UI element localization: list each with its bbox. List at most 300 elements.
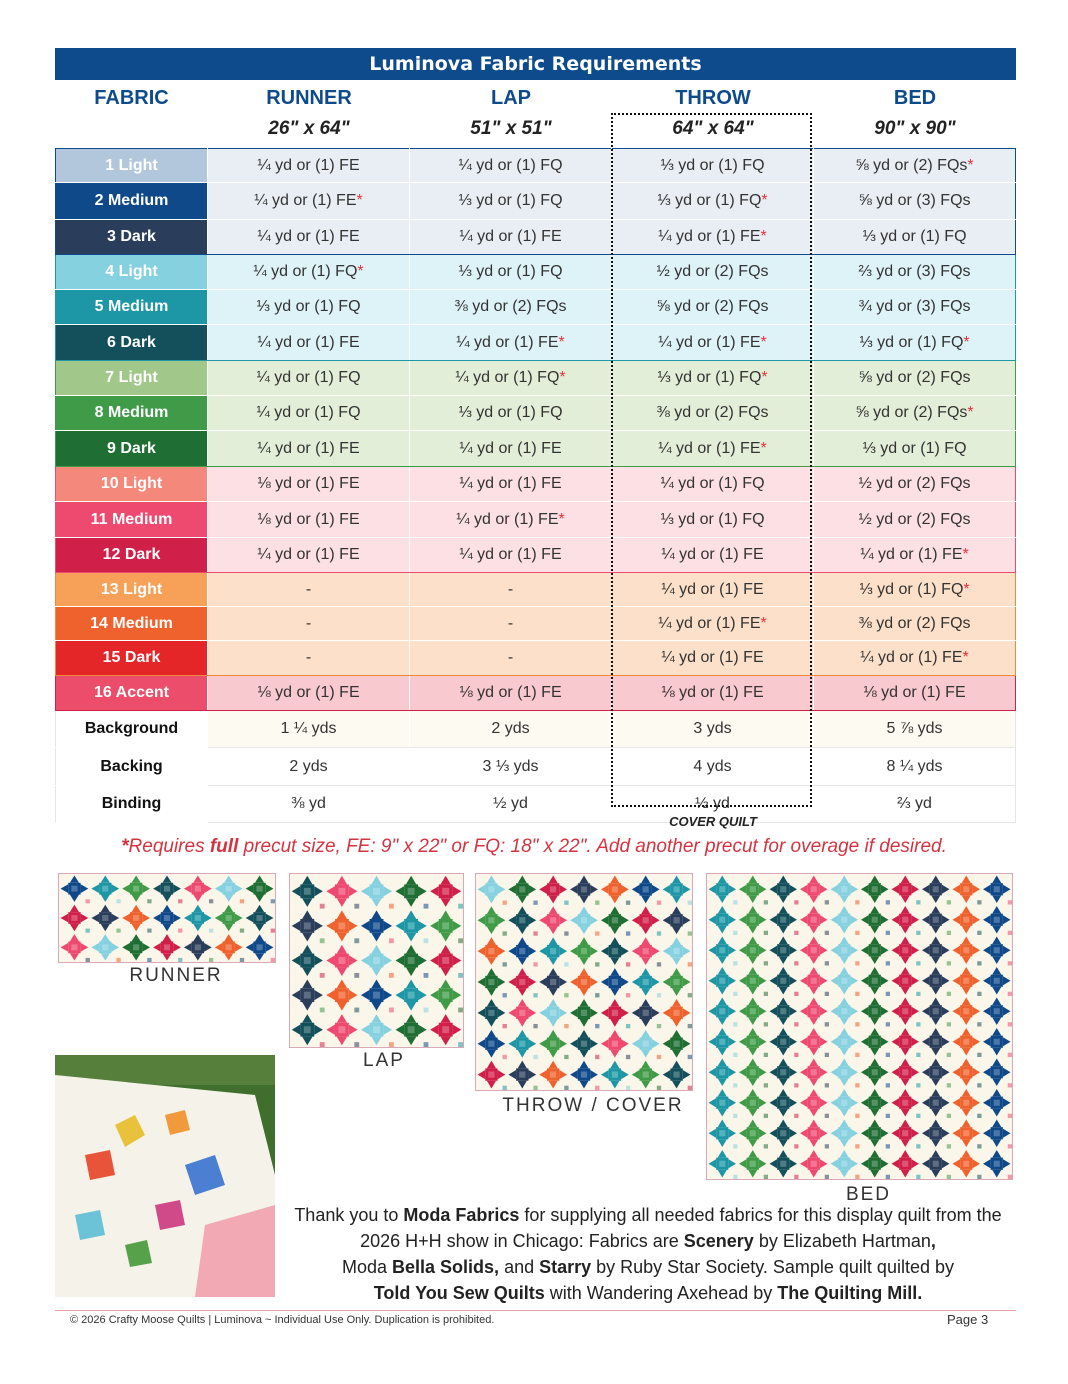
quilt-block (601, 876, 630, 905)
quilt-block (61, 905, 90, 933)
requirement-cell (410, 183, 612, 220)
column-name: FABRIC (94, 87, 169, 109)
requirement-text: ⅝ yd or (2) FQs (855, 404, 968, 421)
quilt-block (861, 1089, 890, 1118)
requirement-text: 4 yds (693, 757, 732, 775)
quilt-block (61, 934, 90, 962)
requirement-cell (410, 325, 612, 361)
full-precut-star: * (760, 614, 767, 632)
quilt-block (326, 945, 359, 978)
requirement-cell (814, 538, 1016, 573)
full-precut-star: * (967, 404, 974, 421)
note-pre: Requires (128, 836, 210, 857)
quilt-block (892, 876, 921, 905)
quilt-block (632, 999, 661, 1028)
requirement-text: ⅔ yd (897, 795, 932, 812)
quilt-block (478, 999, 507, 1028)
column-name: THROW (675, 87, 751, 109)
requirement-cell (814, 502, 1016, 538)
requirement-text: ½ yd or (2) FQs (858, 510, 971, 528)
requirement-cell (208, 711, 410, 748)
requirement-text: ⅓ yd or (1) FQ (458, 192, 563, 209)
quilt-block (709, 1089, 738, 1118)
quilt-block (292, 945, 325, 978)
requirement-text: ¼ yd or (1) FE (658, 614, 761, 632)
requirement-cell (208, 149, 410, 183)
quilt-block (922, 1150, 951, 1179)
quilt-block (922, 937, 951, 966)
quilt-block (215, 905, 244, 933)
fabric-label: 11 Medium (56, 502, 208, 538)
column-header-4 (814, 84, 1016, 148)
thanks-part: and (499, 1257, 540, 1277)
requirement-text: ¼ yd or (1) FE (257, 156, 360, 174)
quilt-block (770, 876, 799, 905)
quilt-block (770, 1150, 799, 1179)
quilt-block (709, 1120, 738, 1149)
full-precut-star: * (963, 333, 970, 351)
thank-you-text (280, 1202, 1016, 1306)
quilt-block (800, 1120, 829, 1149)
fabric-label: 6 Dark (56, 325, 208, 361)
quilt-block (953, 998, 982, 1027)
quilt-block (570, 999, 599, 1028)
runner-quilt-image (58, 873, 276, 963)
column-name: LAP (491, 87, 531, 109)
fabric-label: 4 Light (56, 255, 208, 290)
fabric-label: 10 Light (56, 467, 208, 502)
fabric-label: Binding (56, 786, 208, 823)
quilt-block (539, 906, 568, 935)
requirement-cell (814, 607, 1016, 641)
quilt-block (831, 1059, 860, 1088)
quilt-block (601, 1030, 630, 1059)
quilt-block (739, 937, 768, 966)
quilt-block (430, 980, 463, 1013)
column-size: 51" x 51" (470, 118, 552, 139)
table-row (56, 255, 1016, 290)
requirement-text: ½ yd or (2) FQs (858, 475, 971, 492)
fabric-label: Backing (56, 748, 208, 786)
requirement-text: ¾ yd or (3) FQs (858, 298, 971, 315)
quilt-block (739, 1150, 768, 1179)
quilt-block (861, 906, 890, 935)
requirement-text: ⅓ yd or (1) FQ (458, 263, 563, 280)
quilt-block (770, 1028, 799, 1057)
requirement-text: ½ yd or (2) FQs (656, 263, 769, 280)
precut-note (0, 836, 1068, 858)
quilt-block (478, 1030, 507, 1059)
quilt-block (709, 967, 738, 996)
table-row (56, 786, 1016, 823)
quilt-block (922, 906, 951, 935)
requirement-text: ⅛ yd or (1) FE (257, 475, 360, 492)
requirement-cell (410, 748, 612, 786)
quilt-block (430, 910, 463, 943)
quilt-block (430, 876, 463, 909)
requirement-cell (208, 290, 410, 325)
quilt-block (800, 906, 829, 935)
quilt-block (246, 905, 275, 933)
quilt-block (91, 875, 120, 903)
requirement-cell (410, 573, 612, 607)
quilt-block (663, 968, 692, 997)
requirement-text: - (507, 580, 514, 598)
quilt-block (953, 1150, 982, 1179)
full-precut-star: * (962, 649, 969, 666)
quilt-block (215, 875, 244, 903)
requirement-cell (208, 538, 410, 573)
quilt-block (953, 1089, 982, 1118)
requirement-cell (410, 676, 612, 711)
requirement-cell (208, 607, 410, 641)
requirement-cell (814, 149, 1016, 183)
quilt-block (246, 875, 275, 903)
quilt-block (184, 934, 213, 962)
quilt-block (570, 937, 599, 966)
requirement-text: ½ yd (695, 795, 730, 812)
quilt-block (478, 876, 507, 905)
footer-divider (55, 1310, 1016, 1311)
quilt-block (861, 1150, 890, 1179)
fabric-label: 1 Light (56, 149, 208, 183)
requirement-text: ¼ yd or (1) FE (257, 333, 360, 351)
fabric-label: 8 Medium (56, 396, 208, 431)
requirement-cell (208, 467, 410, 502)
quilt-block (539, 937, 568, 966)
quilt-block (739, 1059, 768, 1088)
note-post: precut size, FE: 9" x 22" or FQ: 18" x 22". Add another precut for overage if desired. (238, 836, 947, 857)
quilt-block (983, 906, 1012, 935)
quilt-block (953, 876, 982, 905)
lap-label: LAP (363, 1050, 405, 1071)
requirement-cell (208, 502, 410, 538)
quilt-block (632, 1030, 661, 1059)
full-precut-star: * (760, 439, 767, 457)
throw-label: THROW / COVER (502, 1095, 684, 1116)
requirement-text: ¼ yd or (1) FE (257, 439, 360, 457)
requirement-text: - (305, 580, 312, 598)
column-name: BED (893, 87, 937, 109)
quilt-block (983, 967, 1012, 996)
requirement-text: 1 ¼ yds (280, 720, 337, 737)
requirement-cell (814, 676, 1016, 711)
sample-quilt-photo (55, 1055, 275, 1297)
table-title: Luminova Fabric Requirements (55, 48, 1016, 80)
quilt-block (539, 968, 568, 997)
quilt-block (983, 937, 1012, 966)
quilt-block (508, 906, 537, 935)
quilt-block (292, 876, 325, 909)
quilt-block (983, 1089, 1012, 1118)
requirement-text: ¼ yd or (1) FQ (256, 369, 361, 386)
thanks-bold: Scenery (683, 1231, 754, 1251)
quilt-block (892, 1028, 921, 1057)
quilt-block (361, 945, 394, 978)
requirement-cell (814, 361, 1016, 396)
requirement-text: ⅜ yd or (2) FQs (858, 614, 971, 632)
quilt-block (831, 906, 860, 935)
quilt-block (709, 937, 738, 966)
full-precut-star: * (967, 156, 974, 174)
thanks-part: Moda (341, 1257, 393, 1277)
quilt-block (922, 1120, 951, 1149)
quilt-block (892, 937, 921, 966)
quilt-block (831, 937, 860, 966)
full-precut-star: * (761, 192, 768, 209)
table-row (56, 467, 1016, 502)
quilt-block (508, 1061, 537, 1090)
fabric-label: 15 Dark (56, 641, 208, 676)
throw-highlight-box (611, 113, 812, 807)
bed-quilt-image (706, 873, 1013, 1180)
full-precut-star: * (558, 333, 565, 351)
requirement-text: ⅜ yd (291, 795, 326, 812)
quilt-block (983, 998, 1012, 1027)
requirement-cell (208, 573, 410, 607)
quilt-block (800, 998, 829, 1027)
requirement-text: ¼ yd or (1) FE (658, 333, 761, 351)
full-precut-star: * (559, 369, 566, 386)
requirement-text: ⅓ yd or (1) FQ (660, 510, 765, 528)
quilt-block (800, 1150, 829, 1179)
requirement-text: ⅝ yd or (3) FQs (858, 192, 971, 209)
requirement-cell (814, 573, 1016, 607)
quilt-block (61, 875, 90, 903)
quilt-block (892, 1150, 921, 1179)
quilt-block (709, 876, 738, 905)
quilt-block (292, 910, 325, 943)
thanks-bold: Told You Sew Quilts (373, 1283, 545, 1303)
requirement-cell (814, 786, 1016, 823)
quilt-block (292, 1014, 325, 1047)
quilt-block (326, 876, 359, 909)
quilt-block (663, 937, 692, 966)
quilt-block (800, 1028, 829, 1057)
quilt-block (326, 980, 359, 1013)
table-row (56, 396, 1016, 431)
full-precut-star: * (357, 263, 364, 280)
copyright-footer: © 2026 Crafty Moose Quilts | Luminova ~ Individual Use Only. Duplication is prohibited. (70, 1314, 495, 1326)
quilt-block (983, 1120, 1012, 1149)
requirement-text: - (305, 614, 312, 632)
quilt-block (739, 1089, 768, 1118)
column-size: 26" x 64" (268, 118, 350, 139)
quilt-block (953, 967, 982, 996)
quilt-block (632, 1061, 661, 1090)
fabric-label: 14 Medium (56, 607, 208, 641)
quilt-block (953, 1059, 982, 1088)
requirement-cell (410, 290, 612, 325)
quilt-block (632, 876, 661, 905)
quilt-block (800, 937, 829, 966)
full-precut-star: * (356, 192, 363, 209)
thanks-bold: The Quilting Mill. (777, 1283, 923, 1303)
requirement-text: ¼ yd or (1) FQ (253, 263, 358, 280)
quilt-block (632, 937, 661, 966)
cover-quilt-label: COVER QUILT (669, 814, 757, 829)
table-row (56, 183, 1016, 220)
requirement-cell (410, 641, 612, 676)
requirement-text: ⅛ yd or (1) FE (661, 684, 764, 701)
requirement-text: ⅝ yd or (2) FQs (855, 156, 968, 174)
full-precut-star: * (761, 369, 768, 386)
requirement-cell (208, 325, 410, 361)
requirement-text: ⅓ yd or (1) FQ (256, 298, 361, 315)
quilt-block (292, 980, 325, 1013)
quilt-block (508, 999, 537, 1028)
requirement-text: ⅜ yd or (2) FQs (656, 404, 769, 421)
thanks-bold: Moda Fabrics (403, 1205, 520, 1225)
column-name: RUNNER (266, 87, 352, 109)
table-row (56, 290, 1016, 325)
quilt-block (663, 1061, 692, 1090)
thanks-part: for supplying all needed fabrics for this display quilt from the 2026 H+H show in Chicago: Fabrics are (360, 1205, 1002, 1251)
quilt-block (396, 980, 429, 1013)
quilt-block (953, 906, 982, 935)
table-row (56, 538, 1016, 573)
quilt-block (739, 876, 768, 905)
quilt-block (508, 968, 537, 997)
thanks-part: by Elizabeth Hartman (753, 1231, 931, 1251)
requirement-text: ⅛ yd or (1) FE (257, 510, 360, 528)
full-precut-star: * (963, 580, 970, 598)
quilt-block (570, 968, 599, 997)
requirement-cell (208, 431, 410, 467)
thanks-bold: , (930, 1231, 936, 1251)
full-precut-star: * (962, 546, 969, 563)
table-row (56, 431, 1016, 467)
requirement-cell (208, 676, 410, 711)
requirement-text: ¼ yd or (1) FE (456, 510, 559, 528)
quilt-block (663, 876, 692, 905)
requirement-cell (410, 502, 612, 538)
bed-label: BED (845, 1184, 892, 1205)
quilt-block (831, 1028, 860, 1057)
quilt-block (892, 1089, 921, 1118)
quilt-block (122, 905, 151, 933)
requirement-cell (208, 786, 410, 823)
quilt-block (184, 905, 213, 933)
requirements-table (55, 148, 1016, 823)
requirement-cell (208, 255, 410, 290)
fabric-label: 12 Dark (56, 538, 208, 573)
requirement-cell (410, 607, 612, 641)
quilt-block (831, 1120, 860, 1149)
requirement-text: ⅜ yd or (2) FQs (454, 298, 567, 315)
requirement-text: 3 yds (693, 720, 732, 737)
requirement-cell (410, 255, 612, 290)
thanks-part: by Ruby Star Society. Sample quilt quilted by (591, 1257, 954, 1277)
note-star: * (121, 836, 129, 857)
requirement-text: ¼ yd or (1) FE (661, 580, 764, 598)
quilt-block (831, 998, 860, 1027)
requirement-cell (410, 396, 612, 431)
fabric-label: 2 Medium (56, 183, 208, 220)
fabric-label: 7 Light (56, 361, 208, 396)
fabric-label: Background (56, 711, 208, 748)
quilt-block (739, 998, 768, 1027)
requirement-cell (410, 467, 612, 502)
requirement-cell (410, 431, 612, 467)
quilt-block (861, 967, 890, 996)
quilt-block (800, 876, 829, 905)
quilt-block (953, 1028, 982, 1057)
requirement-text: ⅝ yd or (2) FQs (656, 298, 769, 315)
quilt-block (361, 910, 394, 943)
fabric-label: 3 Dark (56, 220, 208, 255)
quilt-block (478, 968, 507, 997)
full-precut-star: * (760, 228, 767, 245)
column-header-0 (55, 84, 208, 148)
quilt-block (361, 980, 394, 1013)
quilt-block (983, 876, 1012, 905)
quilt-block (570, 906, 599, 935)
requirement-text: ¼ yd or (1) FE (860, 649, 963, 666)
quilt-block (570, 1061, 599, 1090)
quilt-block (922, 1059, 951, 1088)
requirement-cell (814, 467, 1016, 502)
requirement-text: ⅓ yd or (1) FQ (862, 439, 967, 457)
requirement-cell (410, 361, 612, 396)
requirement-text: ¼ yd or (1) FE (658, 228, 761, 245)
fabric-label: 9 Dark (56, 431, 208, 467)
fabric-label: 13 Light (56, 573, 208, 607)
quilt-block (539, 876, 568, 905)
quilt-block (396, 945, 429, 978)
table-row (56, 676, 1016, 711)
quilt-block (709, 998, 738, 1027)
quilt-block (430, 1014, 463, 1047)
quilt-block (861, 937, 890, 966)
full-precut-star: * (558, 510, 565, 528)
requirement-text: ⅛ yd or (1) FE (459, 684, 562, 701)
requirement-text: 8 ¼ yds (886, 757, 943, 775)
quilt-block (539, 1030, 568, 1059)
quilt-block (709, 906, 738, 935)
quilt-block (601, 1061, 630, 1090)
requirement-text: ¼ yd or (1) FE (257, 228, 360, 245)
table-row (56, 711, 1016, 748)
column-header-2 (410, 84, 612, 148)
quilt-block (983, 1028, 1012, 1057)
quilt-block (831, 1089, 860, 1118)
lap-quilt-image (289, 873, 464, 1048)
requirement-cell (814, 220, 1016, 255)
quilt-block (922, 998, 951, 1027)
quilt-block (800, 1059, 829, 1088)
requirement-cell (814, 183, 1016, 220)
requirement-text: ¼ yd or (1) FE (459, 475, 562, 492)
requirement-cell (410, 220, 612, 255)
requirement-text: ¼ yd or (1) FE (257, 546, 360, 563)
requirement-text: ⅛ yd or (1) FE (257, 684, 360, 701)
quilt-block (508, 1030, 537, 1059)
quilt-block (770, 906, 799, 935)
fabric-label: 5 Medium (56, 290, 208, 325)
requirement-text: 5 ⅞ yds (886, 720, 943, 737)
quilt-block (570, 876, 599, 905)
requirement-text: 2 yds (491, 720, 530, 737)
quilt-block (739, 967, 768, 996)
requirement-text: ¼ yd or (1) FQ (455, 369, 560, 386)
table-row (56, 573, 1016, 607)
quilt-block (861, 1059, 890, 1088)
thanks-part: with Wandering Axehead by (544, 1283, 778, 1303)
requirement-text: ¼ yd or (1) FE (661, 546, 764, 563)
quilt-block (122, 875, 151, 903)
requirement-text: ⅓ yd or (1) FQ (859, 580, 964, 598)
